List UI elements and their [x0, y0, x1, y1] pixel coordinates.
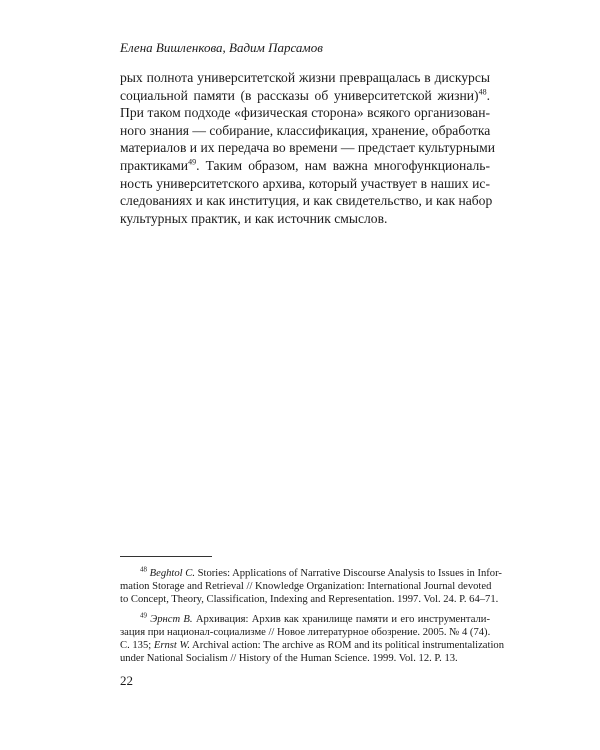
footnote-text: Архивация: Архив как хранилище памяти и его инструментали-	[195, 613, 490, 625]
body-line: При таком подходе «физическая сторона» всякого организован-	[120, 105, 490, 121]
body-text-segment: . Таким образом, нам важна многофункциональ-	[196, 157, 490, 173]
footnote-ref-49[interactable]: 49	[188, 157, 197, 167]
footnote-number: 49	[140, 611, 147, 620]
body-line: рых полнота университетской жизни превращалась в дискурсы	[120, 70, 490, 85]
footnote-text: Stories: Applications of Narrative Discourse Analysis to Issues in Infor-	[197, 568, 502, 579]
footnote-separator	[120, 556, 212, 557]
page-number: 22	[120, 673, 133, 688]
body-paragraph	[120, 69, 496, 227]
footnote-author: Эрнст В.	[150, 613, 193, 625]
footnote-line: mation Storage and Retrieval // Knowledge Organization: International Journal devoted	[120, 581, 492, 593]
running-head: Елена Вишленкова, Вадим Парсамов	[120, 40, 323, 55]
body-line	[120, 157, 490, 175]
body-line: материалов и их передача во времени — предстает культурными	[120, 140, 496, 156]
body-text-segment: социальной памяти (в рассказы об университетской жизни)	[120, 87, 479, 103]
footnote-line: under National Socialism // History of the Human Science. 1999. Vol. 12. P. 13.	[120, 653, 458, 665]
body-text-segment: практиками	[120, 157, 189, 173]
footnote-line: to Concept, Theory, Classification, Indexing and Representation. 1997. Vol. 24. P. 64–71.	[120, 594, 499, 606]
body-line: следованиях и как институция, и как свидетельство, и как набор	[120, 193, 493, 209]
footnote-line	[120, 639, 504, 652]
body-line: ного знания — собирание, классификация, хранение, обработка	[120, 122, 491, 138]
footnotes	[120, 565, 504, 671]
footnote-author: Ernst W.	[153, 640, 190, 652]
footnote-line	[120, 613, 490, 626]
footnote-line	[120, 565, 502, 580]
footnote-48	[120, 565, 502, 607]
footnote-text: Archival action: The archive as ROM and its political instrumentalization	[192, 640, 504, 652]
footnote-author: Beghtol C.	[149, 568, 195, 579]
body-line: ность университетского архива, который участвует в наших ис-	[120, 175, 490, 191]
footnote-text: С. 135;	[120, 640, 152, 652]
body-line: культурных практик, и как источник смыслов.	[120, 210, 388, 226]
footnote-49	[120, 611, 504, 666]
body-text-segment: .	[486, 87, 490, 103]
footnote-line: зация при национал-социализме // Новое литературное обозрение. 2005. № 4 (74).	[120, 626, 491, 638]
body-line	[120, 87, 490, 105]
footnote-ref-48[interactable]: 48	[478, 87, 487, 97]
footnote-number: 48	[140, 565, 147, 574]
